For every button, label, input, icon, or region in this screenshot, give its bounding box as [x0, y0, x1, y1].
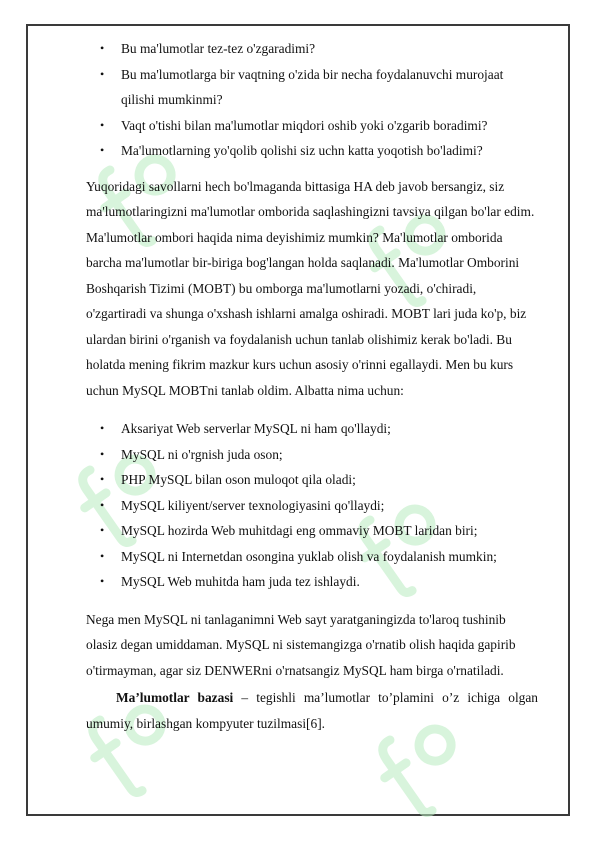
- list-item: • MySQL ni o'rgnish juda oson;: [86, 442, 538, 468]
- bullet-icon: •: [100, 523, 105, 537]
- list-item: • Bu ma'lumotlar tez-tez o'zgaradimi?: [86, 36, 538, 62]
- bullet-icon: •: [100, 117, 105, 132]
- bullet-icon: •: [100, 41, 105, 55]
- list-item: • MySQL ni Internetdan osongina yuklab olish va foydalanish mumkin;: [86, 544, 538, 570]
- bullet-icon: •: [100, 574, 105, 588]
- mysql-reasons-list: [86, 416, 538, 595]
- bullet-icon: •: [100, 66, 105, 81]
- list-item: • Bu ma'lumotlarga bir vaqtning o'zida bir necha foydalanuvchi murojaat qilishi mumkinmi?: [86, 62, 538, 113]
- definition-term: Ma’lumotlar bazasi: [116, 690, 234, 705]
- list-item: • Aksariyat Web serverlar MySQL ni ham qo'llaydi;: [86, 416, 538, 442]
- paragraph-definition: [86, 685, 538, 736]
- definition-text: – tegishli ma’lumotlar to’plamini o’z ichiga olgan umumiy, birlashgan kompyuter tuzilmasi[6].: [86, 690, 538, 731]
- list-item: • Vaqt o'tishi bilan ma'lumotlar miqdori oshib yoki o'zgarib boradimi?: [86, 113, 538, 139]
- bullet-icon: •: [100, 548, 105, 563]
- bullet-icon: •: [100, 497, 105, 512]
- bullet-icon: •: [100, 472, 105, 486]
- list-item: • PHP MySQL bilan oson muloqot qila oladi;: [86, 467, 538, 493]
- paragraph-mysql: Nega men MySQL ni tanlaganimni Web sayt yaratganingizda to'laroq tushinib olasiz degan umiddaman. MySQL ni sistemangizga o'rnatib olish haqida gapirib o'tirmayman, agar siz DENWERni o'rnatsangiz MySQL ham birga o'rnatiladi.: [86, 611, 516, 678]
- bullet-icon: •: [100, 446, 105, 461]
- list-item: • MySQL Web muhitda ham juda tez ishlaydi.: [86, 569, 538, 595]
- document-body: [86, 36, 538, 736]
- question-list: [86, 36, 538, 164]
- paragraph-intro: Yuqoridagi savollarni hech bo'lmaganda bittasiga HA deb javob bersangiz, siz ma'lumotlaringizni ma'lumotlar omborida saqlashingizni tavsiya qilgan bo'lar edim. Ma'lumotlar ombori haqida nima deyishimiz mumkin? Ma'lumotlar omborida barcha ma'lumotlar bir-biriga bog'langan holda saqlanadi. Ma'lumotlar Omborini Boshqarish Tizimi (MOBT) bu omborga ma'lumotlarni yozadi, o'chiradi, o'zgartiradi va shunga o'xshash ishlarni amalga oshiradi. MOBT lari juda ko'p, biz ulardan birini o'rganish va foydalanish uchun tanlab olishimiz kerak bo'ladi. Bu holatda mening fikrim mazkur kurs uchun asosiy o'rinni egallaydi. Men bu kurs uchun MySQL MOBTni tanlab oldim. Albatta nima uchun:: [86, 178, 535, 398]
- bullet-icon: •: [100, 421, 105, 435]
- list-item: • MySQL kiliyent/server texnologiyasini qo'llaydi;: [86, 493, 538, 519]
- bullet-icon: •: [100, 143, 105, 157]
- list-item: • Ma'lumotlarning yo'qolib qolishi siz uchn katta yoqotish bo'ladimi?: [86, 138, 538, 164]
- list-item: • MySQL hozirda Web muhitdagi eng ommaviy MOBT laridan biri;: [86, 518, 538, 544]
